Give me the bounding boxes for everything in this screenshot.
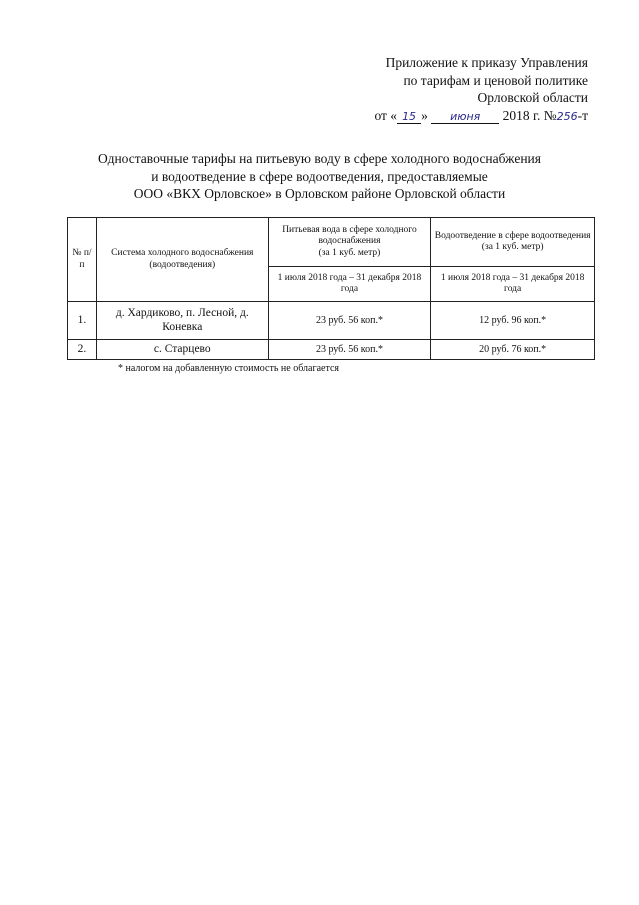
header-sewer	[431, 218, 595, 267]
footnote: * налогом на добавленную стоимость не облагается	[118, 363, 339, 374]
header-sewer-unit: (за 1 куб. метр)	[481, 242, 544, 252]
date-prefix: от «	[374, 107, 398, 123]
period-water: 1 июля 2018 года – 31 декабря 2018 года	[268, 267, 431, 302]
appendix-line-2: по тарифам и ценовой политике	[403, 72, 588, 88]
header-num: № п/п	[68, 218, 97, 302]
header-sewer-label: Водоотведение в сфере водоотведения	[434, 230, 591, 241]
heading-line-2: и водоотведение в сфере водоотведения, предоставляемые	[151, 168, 488, 184]
row-water-price: 23 руб. 56 коп.*	[268, 340, 431, 360]
order-number: 256	[556, 109, 578, 123]
row-num: 1.	[68, 302, 97, 340]
date-day: 15	[397, 110, 421, 124]
header-system: Система холодного водоснабжения (водоотведения)	[96, 218, 268, 302]
appendix-block	[374, 54, 588, 125]
date-year: 2018 г. №	[502, 107, 557, 123]
row-system: с. Старцево	[96, 340, 268, 360]
row-num: 2.	[68, 340, 97, 360]
header-water	[268, 218, 431, 267]
row-sewer-price: 12 руб. 96 коп.*	[431, 302, 595, 340]
appendix-date-line	[374, 107, 588, 126]
appendix-line-1: Приложение к приказу Управления	[385, 55, 588, 70]
table-row	[68, 340, 595, 360]
row-sewer-price: 20 руб. 76 коп.*	[431, 340, 595, 360]
order-number-suffix: -т	[577, 107, 588, 123]
date-month: июня	[431, 110, 499, 124]
row-system: д. Хардиково, п. Лесной, д. Коневка	[96, 302, 268, 340]
period-sewer: 1 июля 2018 года – 31 декабря 2018 года	[431, 267, 595, 302]
header-water-label: Питьевая вода в сфере холодного водоснабжения	[282, 224, 417, 247]
heading-line-1: Одноставочные тарифы на питьевую воду в сфере холодного водоснабжения	[98, 151, 541, 166]
row-water-price: 23 руб. 56 коп.*	[268, 302, 431, 340]
appendix-line-3: Орловской области	[477, 90, 588, 105]
header-water-unit: (за 1 куб. метр)	[318, 247, 381, 258]
table-header-row	[68, 218, 595, 267]
heading-line-3: ООО «ВКХ Орловское» в Орловском районе Орловской области	[133, 186, 506, 201]
date-mid: »	[421, 107, 428, 123]
table-row	[68, 302, 595, 340]
tariff-table	[67, 217, 595, 360]
document-heading	[0, 150, 639, 203]
